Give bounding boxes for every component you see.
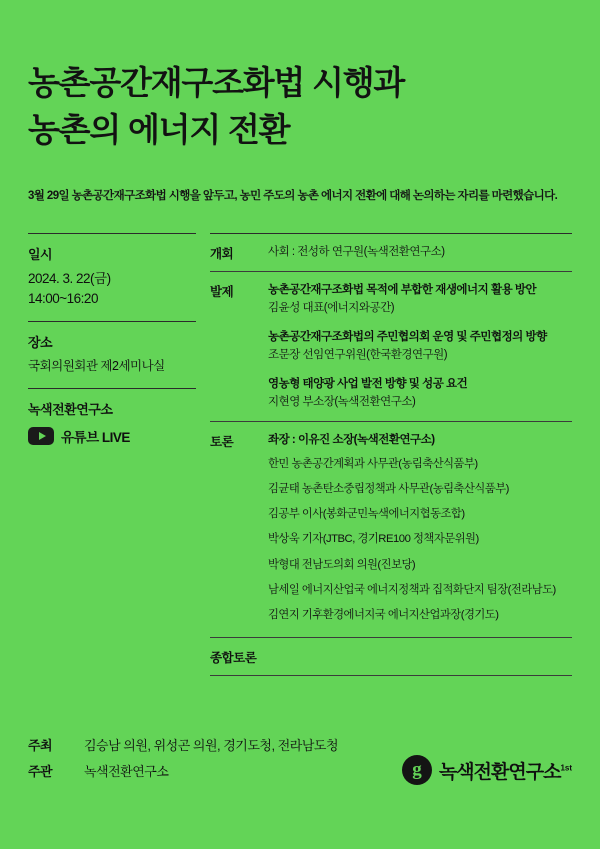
footer-organizer-label: 주관 [28, 764, 53, 779]
footer-host-value: 김승남 의원, 위성곤 의원, 경기도청, 전라남도청 [84, 738, 338, 753]
program-row-opening [210, 234, 572, 271]
panelist-item: 박형대 전남도의회 의원(진보당) [268, 558, 416, 571]
place-block [28, 322, 196, 388]
main-content [28, 233, 572, 676]
footer-organizer-value: 녹색전환연구소 [84, 764, 169, 779]
youtube-play-icon [28, 427, 54, 445]
panelist-item: 김연지 기후환경에너지국 에너지산업과장(경기도) [268, 609, 499, 622]
organization-logo [402, 755, 572, 787]
program-row-label: 종합토론 [210, 651, 257, 666]
program-column [206, 233, 572, 676]
program-row-panel [210, 422, 572, 637]
panelist-item: 김공부 이사(봉화군민녹색에너지협동조합) [268, 508, 465, 521]
place-value: 국회의원회관 제2세미나실 [28, 359, 165, 374]
program-item: 사회 : 전성하 연구원(녹색전환연구소) [268, 245, 445, 258]
panelist-item: 한민 농촌공간계획과 사무관(농림축산식품부) [268, 457, 478, 470]
program-row-body [268, 281, 572, 412]
panelist-item: 남세일 에너지산업국 에너지정책과 집적화단지 팀장(전라남도) [268, 584, 556, 596]
date-value-line-2: 14:00~16:20 [28, 291, 98, 307]
date-label: 일시 [28, 246, 53, 262]
presentation-item [268, 281, 572, 318]
page-subtitle: 3월 29일 농촌공간재구조화법 시행을 앞두고, 농민 주도의 농촌 에너지 전환에 대해 논의하는 자리를 마련했습니다. [28, 189, 558, 202]
presentation-item [268, 375, 572, 412]
presentation-title: 농촌공간재구조화법의 주민협의회 운영 및 주민협정의 방향 [268, 330, 547, 343]
organization-name: 녹색전환연구소 [28, 402, 113, 418]
logo-text [439, 757, 572, 784]
panelist-item: 박상욱 기자(JTBC, 경기RE100 정책자문위원) [268, 533, 479, 546]
program-row-general-discussion [210, 638, 572, 675]
footer-organizer-row [28, 761, 338, 780]
place-label: 장소 [28, 335, 53, 351]
broadcast-block [28, 389, 196, 458]
footer [28, 735, 572, 787]
divider [210, 675, 572, 676]
youtube-live-row[interactable] [28, 426, 196, 446]
youtube-live-label: 유튜브 LIVE [61, 430, 130, 446]
program-row-label: 개회 [210, 246, 234, 261]
footer-credits [28, 735, 338, 787]
presentation-title: 농촌공간재구조화법 목적에 부합한 재생에너지 활용 방안 [268, 283, 537, 296]
presentation-item [268, 328, 572, 365]
date-value-line-1: 2024. 3. 22(금) [28, 270, 111, 286]
date-block [28, 234, 196, 322]
logo-text-main: 녹색전환연구소 [438, 761, 561, 783]
title-block [28, 0, 572, 205]
presentation-speaker: 지현영 부소장(녹색전환연구소) [268, 396, 416, 409]
program-row-presentations [210, 272, 572, 421]
program-row-label: 토론 [210, 435, 234, 450]
logo-mark-icon: g [402, 755, 432, 785]
page-title-line-1: 농촌공간재구조화법 시행과 [28, 64, 405, 101]
program-row-body [268, 243, 572, 262]
footer-host-row [28, 735, 338, 754]
program-row-body [268, 431, 572, 628]
panel-chair: 좌장 : 이유진 소장(녹색전환연구소) [268, 434, 435, 447]
logo-superscript: 1st [560, 763, 572, 773]
panelist-item: 김균태 농촌탄소중립정책과 사무관(농림축산식품부) [268, 482, 509, 495]
page-title-line-2: 농촌의 에너지 전환 [28, 110, 290, 148]
footer-host-label: 주최 [28, 738, 53, 753]
presentation-speaker: 조문장 선임연구위원(한국환경연구원) [268, 349, 448, 362]
presentation-title: 영농형 태양광 사업 발전 방향 및 성공 요건 [268, 378, 468, 390]
presentation-speaker: 김윤성 대표(에너지와공간) [268, 302, 395, 315]
info-column [28, 233, 206, 676]
program-row-label: 발제 [210, 284, 234, 299]
